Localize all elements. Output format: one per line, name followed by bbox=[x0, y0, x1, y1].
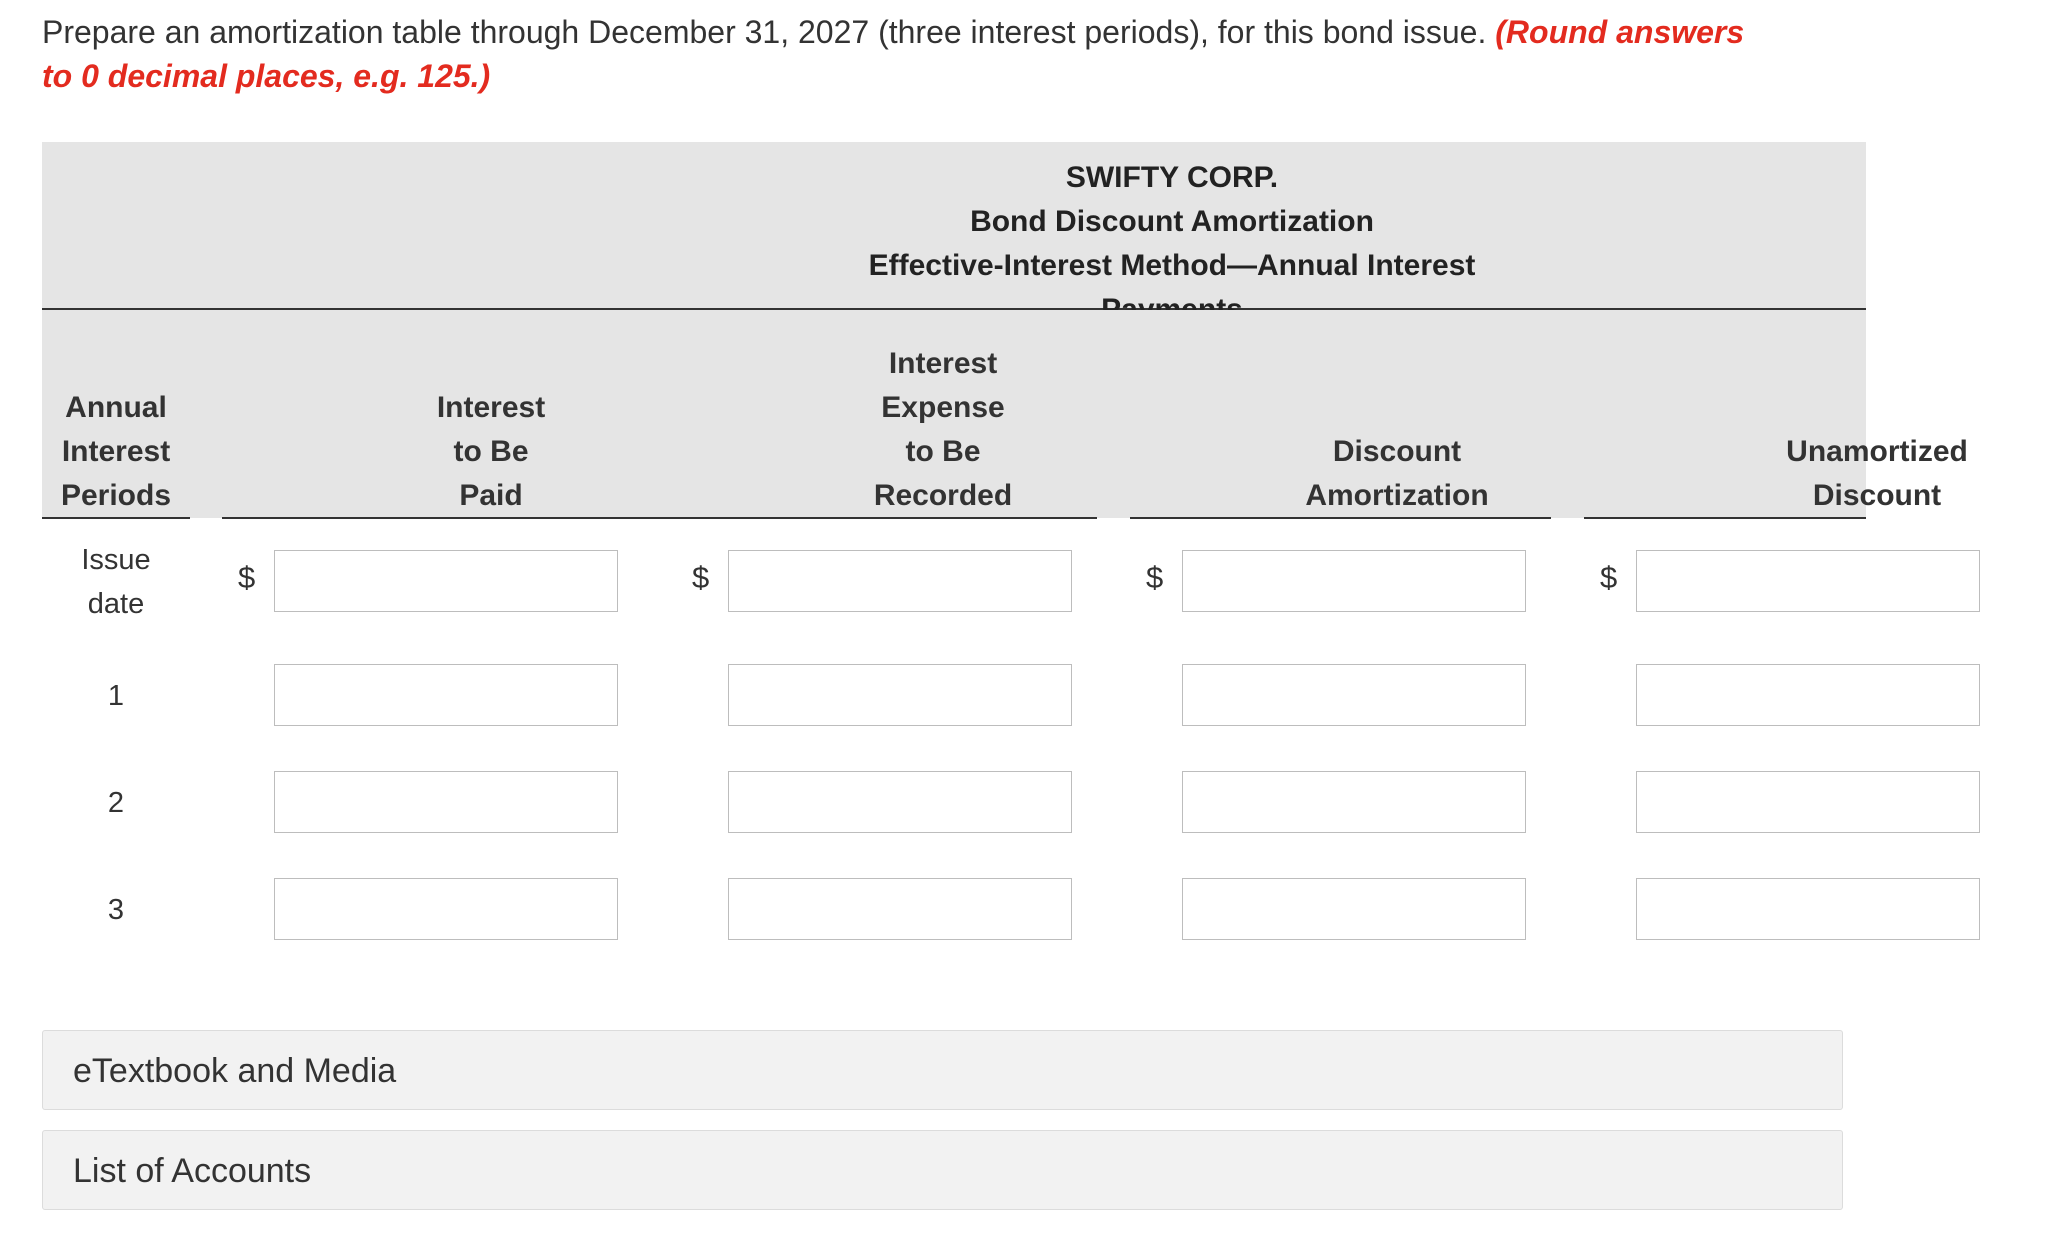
etextbook-media-panel[interactable]: eTextbook and Media bbox=[42, 1030, 1843, 1110]
schedule-name: Bond Discount Amortization bbox=[970, 205, 1374, 238]
instructions bbox=[42, 10, 1782, 98]
col-underline-discount-amortization bbox=[1130, 517, 1551, 519]
issue-unamortized-discount-input[interactable] bbox=[1636, 550, 1980, 612]
period-3-discount-amortization-input[interactable] bbox=[1182, 878, 1526, 940]
period-3-interest-paid-input[interactable] bbox=[274, 878, 618, 940]
period-2-unamortized-discount-input[interactable] bbox=[1636, 771, 1980, 833]
period-1-unamortized-discount-input[interactable] bbox=[1636, 664, 1980, 726]
period-2-interest-paid-input[interactable] bbox=[274, 771, 618, 833]
issue-interest-paid-input[interactable] bbox=[274, 550, 618, 612]
col-underline-interest-paid bbox=[222, 517, 686, 519]
col-header-discount-amortization: Discount Amortization bbox=[1305, 435, 1489, 512]
table-title-band bbox=[42, 142, 1866, 310]
row-label-issue-date: Issue date bbox=[81, 544, 151, 620]
dollar-sign: $ bbox=[692, 560, 710, 595]
dollar-sign: $ bbox=[1600, 560, 1618, 595]
dollar-sign: $ bbox=[1146, 560, 1164, 595]
period-2-discount-amortization-input[interactable] bbox=[1182, 771, 1526, 833]
col-header-periods: Annual Interest Periods bbox=[60, 391, 172, 512]
row-label-period-3: 3 bbox=[107, 894, 125, 926]
amortization-table bbox=[42, 142, 1968, 1012]
issue-discount-amortization-input[interactable] bbox=[1182, 550, 1526, 612]
instructions-text: Prepare an amortization table through December 31, 2027 (three interest periods), for this bond issue. bbox=[42, 14, 1487, 50]
rounding-hint: (Round answers to 0 decimal places, e.g. 125.) bbox=[42, 14, 1745, 94]
col-underline-interest-expense bbox=[676, 517, 1097, 519]
col-header-interest-paid: Interest to Be Paid bbox=[436, 391, 546, 512]
col-header-interest-expense: Interest Expense to Be Recorded bbox=[873, 347, 1013, 512]
period-2-interest-expense-input[interactable] bbox=[728, 771, 1072, 833]
period-3-interest-expense-input[interactable] bbox=[728, 878, 1072, 940]
issue-interest-expense-input[interactable] bbox=[728, 550, 1072, 612]
col-underline-unamortized-discount bbox=[1584, 517, 1866, 519]
period-1-discount-amortization-input[interactable] bbox=[1182, 664, 1526, 726]
period-3-unamortized-discount-input[interactable] bbox=[1636, 878, 1980, 940]
method-name: Effective-Interest Method—Annual Interest bbox=[868, 249, 1476, 282]
period-1-interest-expense-input[interactable] bbox=[728, 664, 1072, 726]
col-underline-periods bbox=[42, 517, 190, 519]
company-name: SWIFTY CORP. bbox=[1065, 161, 1279, 194]
column-header-band bbox=[42, 310, 1968, 518]
period-1-interest-paid-input[interactable] bbox=[274, 664, 618, 726]
row-label-period-1: 1 bbox=[107, 680, 125, 712]
table-title bbox=[862, 156, 1482, 332]
dollar-sign: $ bbox=[238, 560, 256, 595]
list-of-accounts-panel[interactable]: List of Accounts bbox=[42, 1130, 1843, 1210]
col-header-unamortized-discount: Unamortized Discount bbox=[1786, 435, 1968, 512]
row-label-period-2: 2 bbox=[107, 787, 125, 819]
